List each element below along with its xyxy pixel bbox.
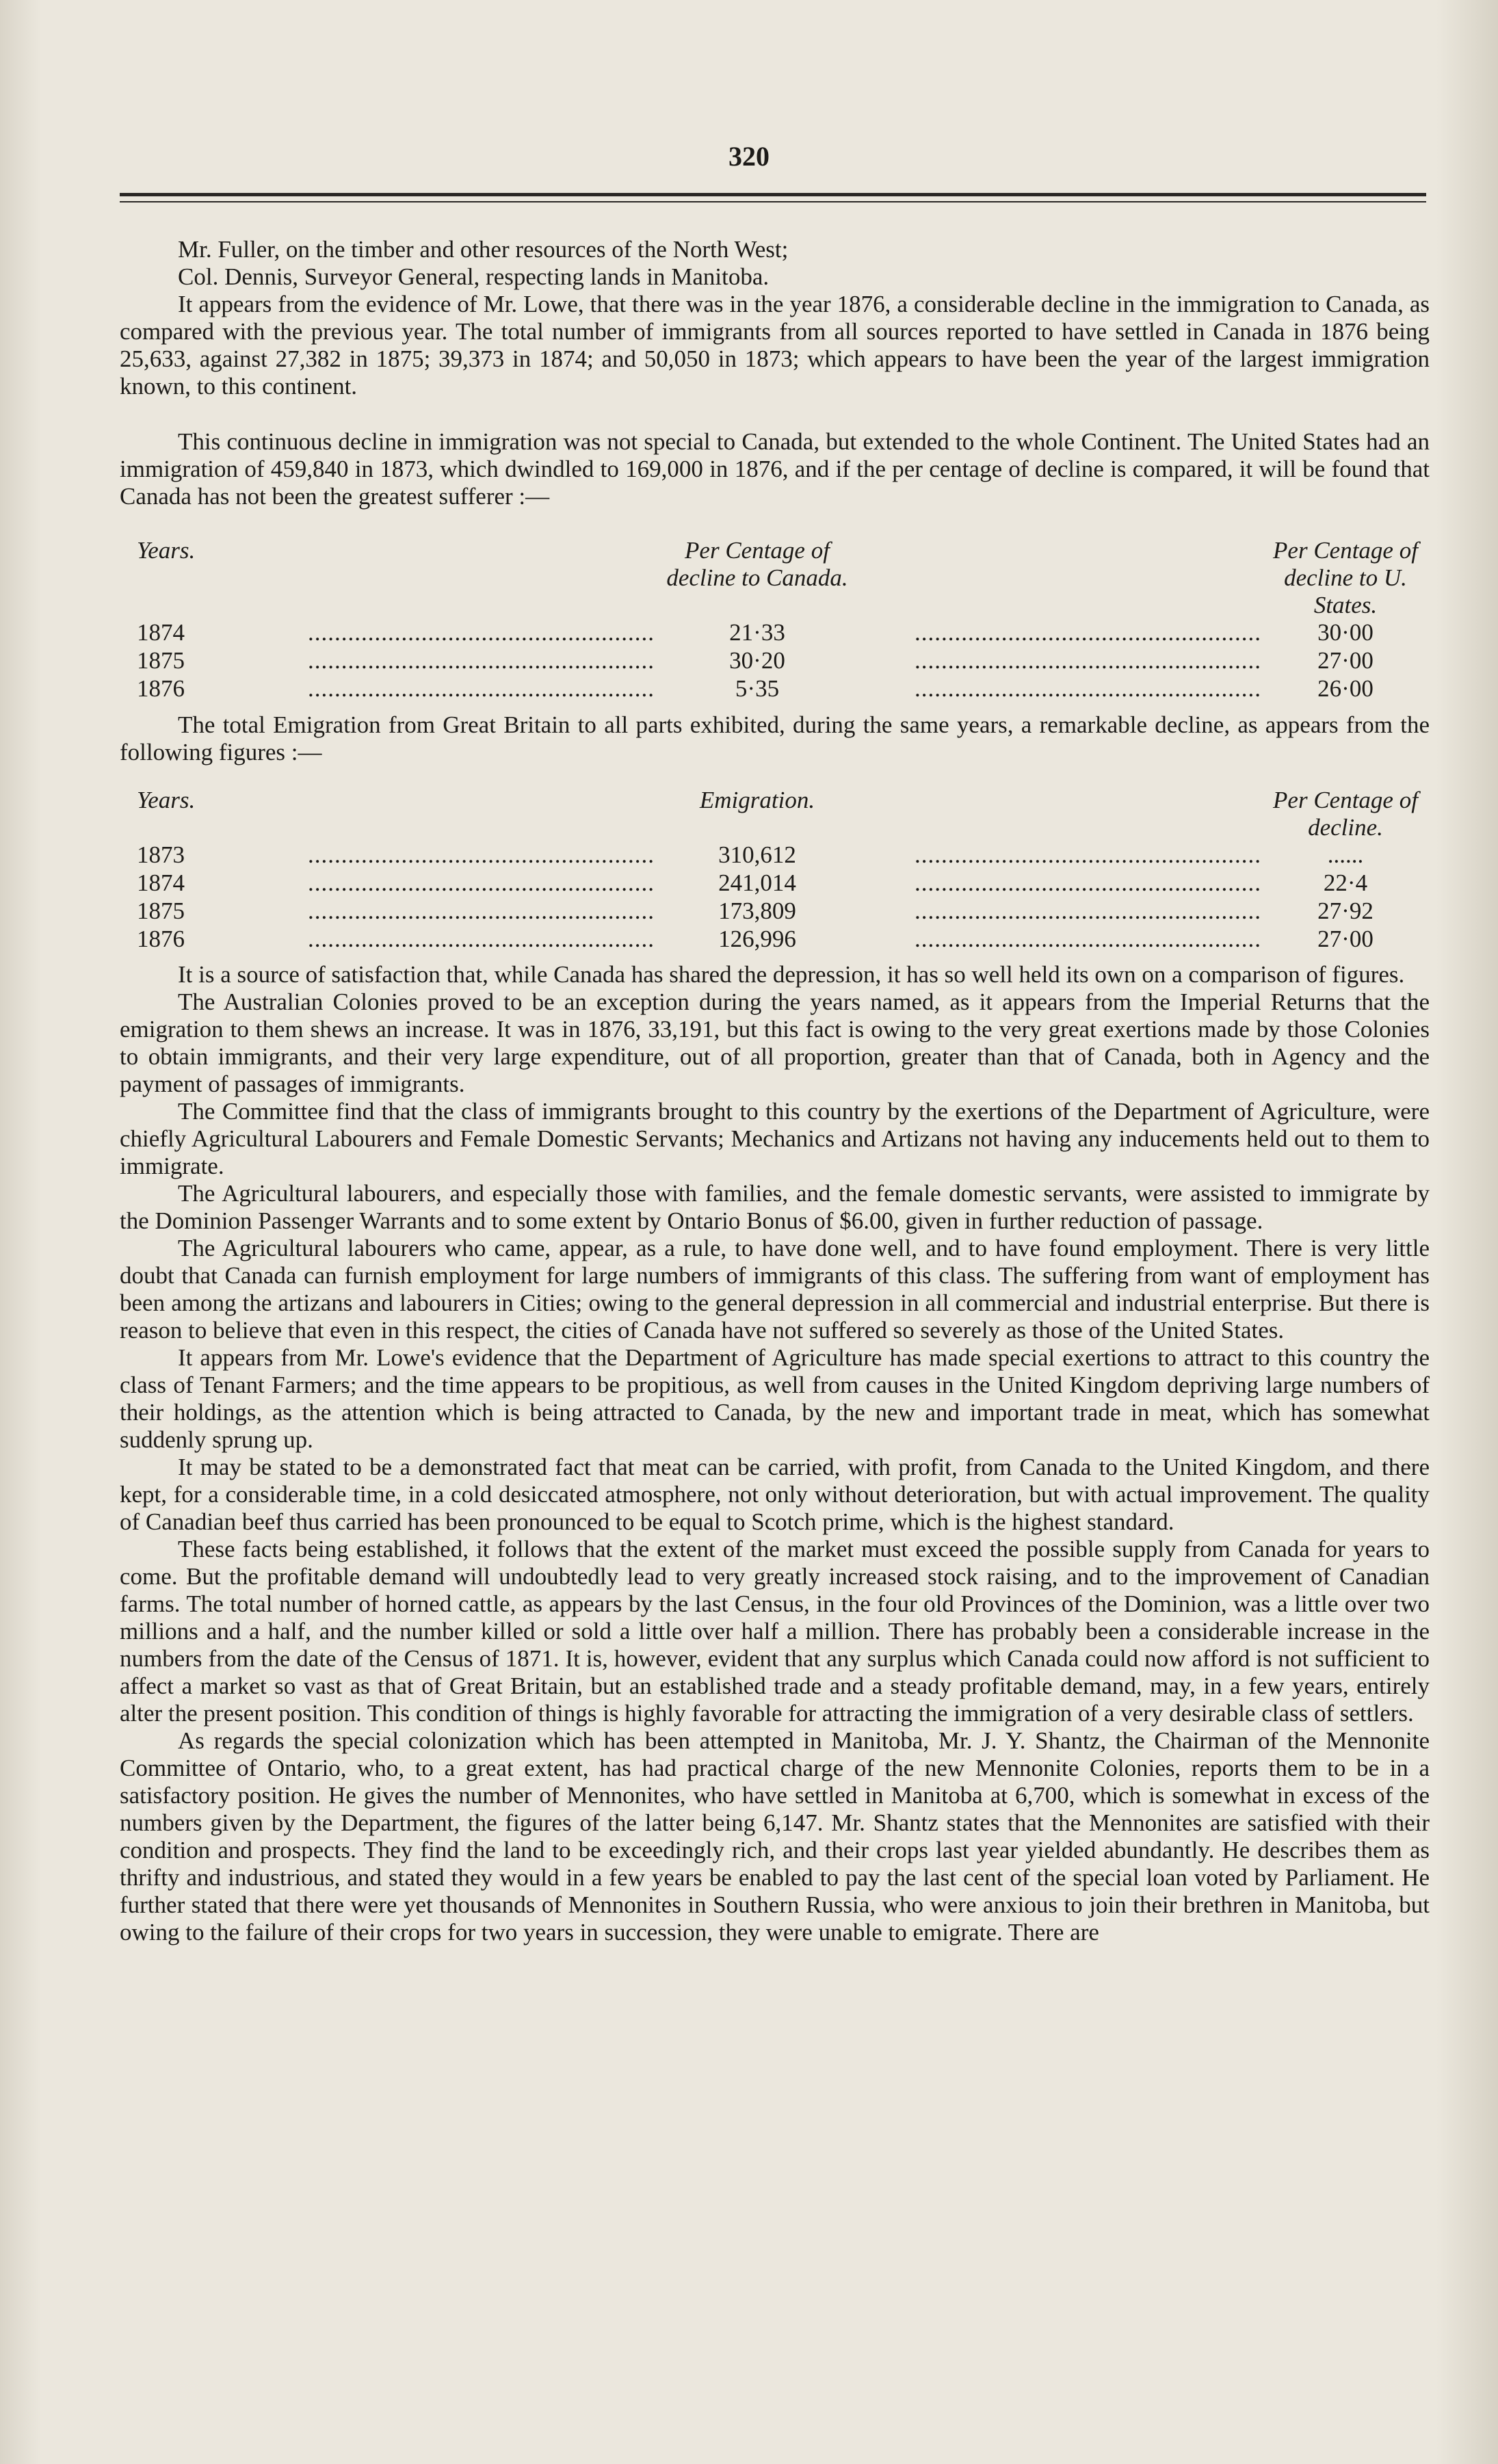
table-cell-year: 1873: [137, 841, 185, 868]
paragraph: It may be stated to be a demonstrated fact that meat can be carried, with profit, from Canada to the United Kingdom, and there kept, for a considerable time, in a cold desiccated atmosphere, not only without deterioration, but with actual improvement. The quality of Canadian beef thus carried has been pronounced to be equal to Scotch prime, which is the highest standard.: [120, 1454, 1430, 1535]
table-row: [120, 619, 1430, 647]
dot-leader: [308, 841, 655, 869]
table-header: Years.: [137, 537, 196, 564]
dot-leader: [308, 647, 655, 675]
intro-section: [120, 236, 1430, 400]
table-cell: 241,014: [718, 869, 796, 896]
dot-leader: [915, 647, 1261, 675]
dot-leader: [308, 675, 655, 703]
paragraph: It appears from the evidence of Mr. Lowe, that there was in the year 1876, a considerable decline in the immigration to Canada, as compared with the previous year. The total number of immigrants from all sources reported to have settled in Canada in 1876 being 25,633, against 27,382 in 1875; 39,373 in 1874; and 50,050 in 1873; which appears to have been the year of the largest immigration known, to this continent.: [120, 291, 1430, 399]
table-header: Per Centage of decline to U. States.: [1273, 537, 1418, 618]
table-header: Per Centage of decline.: [1273, 787, 1418, 841]
table-cell: 22·4: [1323, 869, 1368, 896]
dot-leader: [915, 619, 1261, 647]
table-cell-year: 1876: [137, 675, 185, 702]
dot-leader: [915, 841, 1261, 869]
paragraph: The Australian Colonies proved to be an exception during the years named, as it appears from the Imperial Returns that the emigration to them shews an increase. It was in 1876, 33,191, but this fact is owing to the very great exertions made by those Colonies to obtain immigrants, and their very large expenditure, out of all proportion, greater than that of Canada, both in Agency and the payment of passages of immigrants.: [120, 988, 1430, 1097]
table-cell-year: 1875: [137, 647, 185, 674]
table-cell: 26·00: [1317, 675, 1374, 702]
header-rule-thin: [120, 201, 1426, 202]
table-cell: 5·35: [735, 675, 780, 702]
table-header-row: [120, 787, 1430, 841]
paragraph: This continuous decline in immigration was not special to Canada, but extended to the whole Continent. The United States had an immigration of 459,840 in 1873, which dwindled to 169,000 in 1876, and if the per centage of decline is compared, it will be found that Canada has not been the greatest sufferer :—: [120, 428, 1430, 510]
paragraph-section: [120, 428, 1430, 510]
emigration-table: [120, 787, 1430, 954]
table-header: Emigration.: [699, 787, 815, 813]
paragraph: It appears from Mr. Lowe's evidence that the Department of Agriculture has made special exertions to attract to this country the class of Tenant Farmers; and the time appears to be propitious, as well from causes in the United Kingdom depriving large numbers of their holdings, as the attention which is being attracted to Canada, by the new and important trade in meat, which has somewhat suddenly sprung up.: [120, 1344, 1430, 1453]
dot-leader: [308, 926, 655, 954]
dot-leader: [915, 897, 1261, 926]
decline-table: [120, 537, 1430, 703]
table-cell: 27·92: [1317, 897, 1374, 924]
intro-line: Mr. Fuller, on the timber and other resources of the North West;: [178, 236, 789, 263]
dot-leader: [915, 869, 1261, 897]
dot-leader: [308, 619, 655, 647]
table-header: Per Centage of decline to Canada.: [666, 537, 848, 591]
table-cell: 30·00: [1317, 619, 1374, 646]
table-cell-year: 1874: [137, 619, 185, 646]
intro-line: Col. Dennis, Surveyor General, respecting lands in Manitoba.: [178, 263, 770, 290]
table-cell: 27·00: [1317, 926, 1374, 952]
paragraph: The Agricultural labourers who came, appear, as a rule, to have done well, and to have found employment. There is very little doubt that Canada can furnish employment for large numbers of immigrants of this class. The suffering from want of employment has been among the artizans and labourers in Cities; owing to the general depression in all commercial and industrial enterprise. But there is reason to believe that even in this respect, the cities of Canada have not suffered so severely as those of the United States.: [120, 1235, 1430, 1344]
dot-leader: [915, 675, 1261, 703]
table-row: [120, 869, 1430, 897]
paragraph: As regards the special colonization which has been attempted in Manitoba, Mr. J. Y. Shantz, the Chairman of the Mennonite Committee of Ontario, who, to a great extent, has had practical charge of the new Mennonite Colonies, reports them to be in a satisfactory position. He gives the number of Mennonites, who have settled in Manitoba at 6,700, which is somewhat in excess of the numbers given by the Department, the figures of the latter being 6,147. Mr. Shantz states that the Mennonites are satisfied with their condition and prospects. They find the land to be exceedingly rich, and their crops last year yielded abundantly. He describes them as thrifty and industrious, and stated they would in a few years be enabled to pay the last cent of the special loan voted by Parliament. He further stated that there were yet thousands of Mennonites in Southern Russia, who were anxious to join their brethren in Manitoba, but owing to the failure of their crops for two years in succession, they were unable to emigrate. There are: [120, 1727, 1430, 1945]
table-cell: 30·20: [729, 647, 785, 674]
body-section: [120, 961, 1430, 1946]
paragraph: The total Emigration from Great Britain to all parts exhibited, during the same years, a remarkable decline, as appears from the following figures :—: [120, 711, 1430, 765]
paragraph: The Committee find that the class of immigrants brought to this country by the exertions of the Department of Agriculture, were chiefly Agricultural Labourers and Female Domestic Servants; Mechanics and Artizans not having any inducements held out to them to immigrate.: [120, 1098, 1430, 1179]
paragraph-section: [120, 711, 1430, 766]
dot-leader: [308, 897, 655, 926]
paragraph: The Agricultural labourers, and especially those with families, and the female domestic servants, were assisted to immigrate by the Dominion Passenger Warrants and to some extent by Ontario Bonus of $6.00, given in further reduction of passage.: [120, 1180, 1430, 1234]
table-row: [120, 675, 1430, 703]
table-row: [120, 926, 1430, 954]
table-cell: ......: [1327, 841, 1364, 868]
table-cell: 21·33: [729, 619, 785, 646]
table-cell: 27·00: [1317, 647, 1374, 674]
table-header: Years.: [137, 787, 196, 813]
table-cell-year: 1875: [137, 897, 185, 924]
dot-leader: [915, 926, 1261, 954]
paragraph: It is a source of satisfaction that, while Canada has shared the depression, it has so well held its own on a comparison of figures.: [178, 961, 1405, 988]
table-row: [120, 897, 1430, 926]
table-cell: 173,809: [718, 897, 796, 924]
table-cell-year: 1874: [137, 869, 185, 896]
header-rule-thick: [120, 193, 1426, 196]
table-cell: 310,612: [718, 841, 796, 868]
table-row: [120, 841, 1430, 869]
page-number: 320: [728, 141, 770, 172]
table-cell: 126,996: [718, 926, 796, 952]
table-row: [120, 647, 1430, 675]
dot-leader: [308, 869, 655, 897]
paragraph: These facts being established, it follows that the extent of the market must exceed the possible supply from Canada for years to come. But the profitable demand will undoubtedly lead to very greatly increased stock raising, and to the improvement of Canadian farms. The total number of horned cattle, as appears by the last Census, in the four old Provinces of the Dominion, was a little over two millions and a half, and the number killed or sold a little over half a million. There has probably been a considerable increase in the numbers from the date of the Census of 1871. It is, however, evident that any surplus which Canada could now afford is not sufficient to affect a market so vast as that of Great Britain, but an established trade and a steady profitable demand, may, in a few years, entirely alter the present position. This condition of things is highly favorable for attracting the immigration of a very desirable class of settlers.: [120, 1536, 1430, 1727]
table-header-row: [120, 537, 1430, 619]
table-cell-year: 1876: [137, 926, 185, 952]
